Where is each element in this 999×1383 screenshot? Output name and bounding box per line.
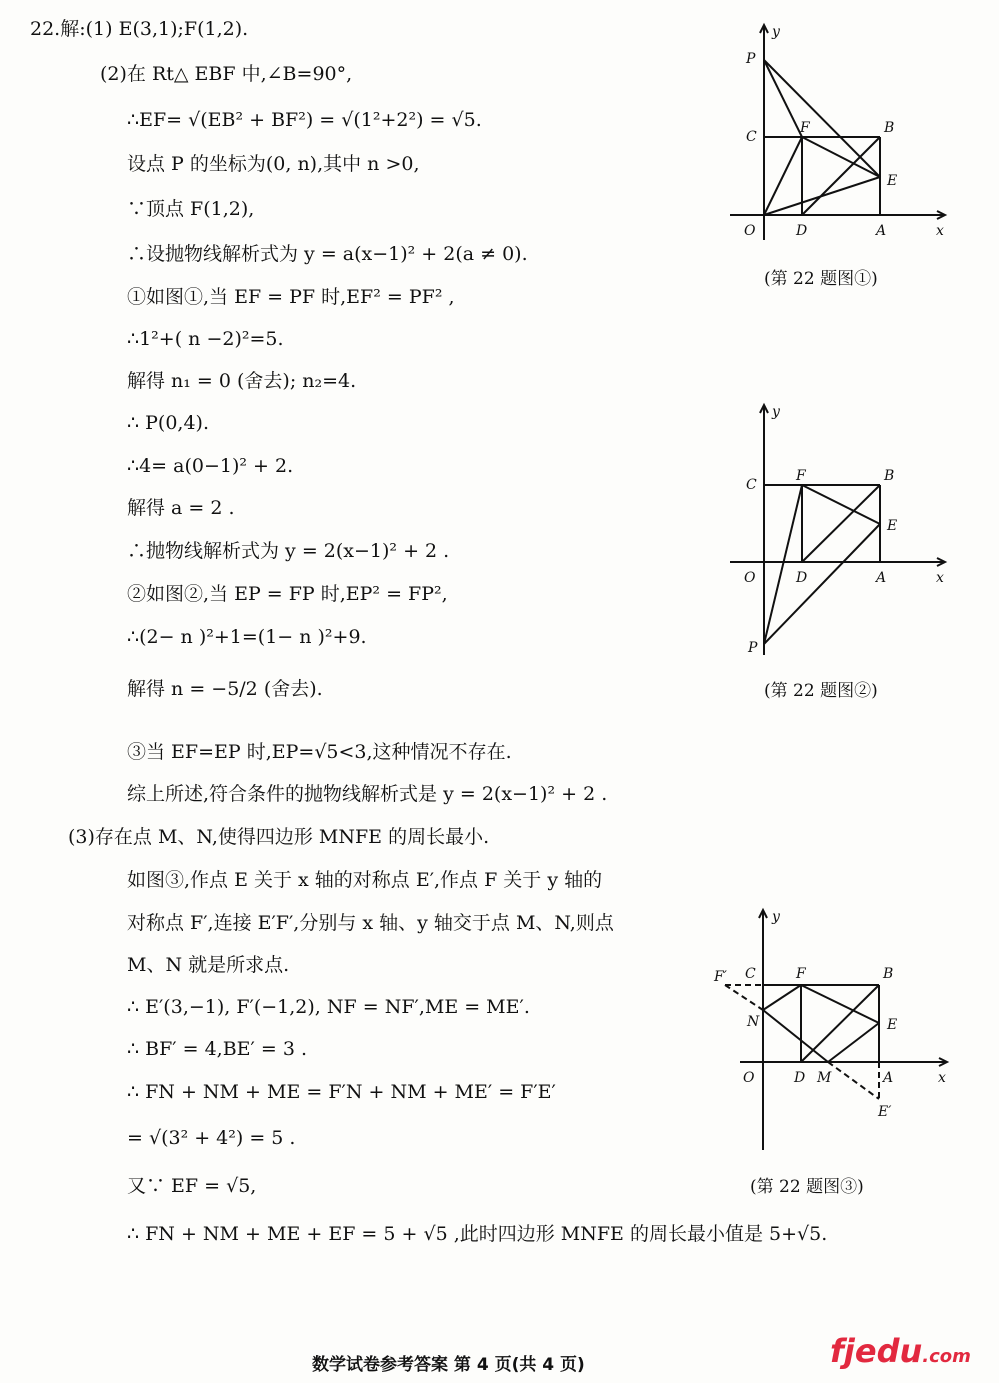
figure-1-diagram [730,20,960,240]
label-p: P [746,51,756,67]
label-d: D [796,223,808,239]
segment-pf [764,60,802,137]
figure-2 [730,400,960,660]
solution-line: ∴1²+( n −2)²=5. [127,328,284,350]
label-x: x [938,1070,946,1086]
segment-m-eprime [828,1062,879,1099]
label-a: A [876,570,887,586]
segment-nm [763,1010,828,1062]
segment-fe [802,485,880,524]
solution-line: 如图③,作点 E 关于 x 轴的对称点 E′,作点 F 关于 y 轴的 [127,869,603,891]
solution-line: ∴设抛物线解析式为 y = a(x−1)² + 2(a ≠ 0). [127,243,528,265]
segment-pe [764,60,880,177]
solution-line: (3)存在点 M、N,使得四边形 MNFE 的周长最小. [68,826,490,848]
label-f-prime: F′ [714,969,727,985]
label-d: D [794,1070,806,1086]
label-y: y [772,24,780,40]
label-b: B [884,468,895,484]
label-e: E [887,518,898,534]
label-f: F [800,120,810,136]
segment-fe [801,985,879,1023]
solution-line: ∵顶点 F(1,2), [127,198,255,220]
solution-line: ∴ FN + NM + ME = F′N + NM + ME′ = F′E′ [127,1081,556,1103]
solution-line: ①如图①,当 EF = PF 时,EF² = PF² , [127,286,455,308]
segment-db [802,485,880,562]
label-m: M [817,1070,832,1086]
label-f: F [796,468,806,484]
label-y: y [772,404,780,420]
label-y: y [772,909,780,925]
label-e-prime: E′ [878,1104,892,1120]
solution-line: ③当 EF=EP 时,EP=√5<3,这种情况不存在. [127,741,512,763]
label-e: E [887,173,898,189]
segment-oe [764,177,880,215]
solution-line: ∴ BF′ = 4,BE′ = 3 . [127,1038,308,1060]
solution-line: ∴ E′(3,−1), F′(−1,2), NF = NF′,ME = ME′. [127,996,530,1018]
label-d: D [796,570,808,586]
solution-line: ∴抛物线解析式为 y = 2(x−1)² + 2 . [127,540,450,562]
label-p: P [748,640,758,656]
label-x: x [936,570,944,586]
figure-1 [730,20,960,240]
segment-pf [764,485,802,644]
label-o: O [743,1070,755,1086]
label-b: B [883,966,894,982]
label-x: x [936,223,944,239]
solution-line-heading: 22.解:(1) E(3,1);F(1,2). [30,18,249,40]
segment-nf [763,985,801,1010]
solution-line: (2)在 Rt△ EBF 中,∠B=90°, [100,63,353,85]
solution-line: 对称点 F′,连接 E′F′,分别与 x 轴、y 轴交于点 M、N,则点 [127,912,614,934]
label-a: A [883,1070,894,1086]
segment-fe [802,137,880,177]
solution-line: ∴(2− n )²+1=(1− n )²+9. [127,626,367,648]
label-o: O [744,223,756,239]
solution-line: ∴EF= √(EB² + BF²) = √(1²+2²) = √5. [127,109,482,131]
label-a: A [876,223,887,239]
figure-3 [710,905,960,1165]
segment-fprime-n [725,985,763,1010]
figure-1-caption: (第 22 题图①) [764,269,878,289]
solution-line: 解得 n₁ = 0 (舍去); n₂=4. [127,370,357,392]
label-n: N [747,1014,760,1030]
segment-db [802,137,880,215]
logo-main: fjedu [830,1332,923,1370]
solution-line: ②如图②,当 EP = FP 时,EP² = FP², [127,583,448,605]
label-o: O [744,570,756,586]
figure-2-caption: (第 22 题图②) [764,681,878,701]
solution-line: ∴ FN + NM + ME + EF = 5 + √5 ,此时四边形 MNFE 的周长最小值是 5+√5. [127,1223,828,1245]
logo-suffix: .com [922,1346,971,1367]
solution-line: 解得 n = −5/2 (舍去). [127,678,323,700]
page-footer: 数学试卷参考答案 第 4 页(共 4 页) [312,1355,585,1375]
label-e: E [887,1017,898,1033]
segment-of [764,137,802,215]
solution-line: 综上所述,符合条件的抛物线解析式是 y = 2(x−1)² + 2 . [127,783,608,805]
label-b: B [884,120,895,136]
figure-3-diagram [710,905,960,1165]
label-c: C [746,129,757,145]
solution-line: 又∵ EF = √5, [127,1175,257,1197]
label-c: C [746,477,757,493]
solution-line: = √(3² + 4²) = 5 . [127,1127,296,1149]
solution-line: 解得 a = 2 . [127,497,235,519]
solution-line: ∴ P(0,4). [127,412,209,434]
label-c: C [745,966,756,982]
solution-line: M、N 就是所求点. [127,954,290,976]
solution-line: ∴4= a(0−1)² + 2. [127,455,294,477]
figure-2-diagram [730,400,960,660]
figure-3-caption: (第 22 题图③) [750,1177,864,1197]
label-f: F [796,966,806,982]
solution-line: 设点 P 的坐标为(0, n),其中 n >0, [127,153,420,175]
site-logo [830,1332,971,1370]
